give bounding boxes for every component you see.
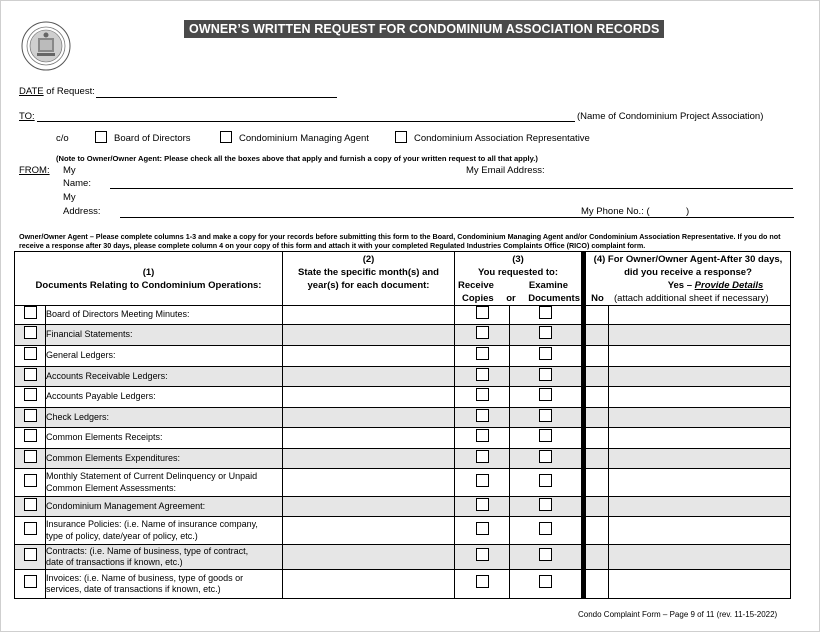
months-years-cell[interactable] [283,570,455,599]
col3-receive-label: Receive [458,280,494,291]
managing-agent-checkbox[interactable] [220,131,232,143]
receive-copies-checkbox[interactable] [476,575,489,588]
examine-documents-checkbox[interactable] [539,347,552,360]
examine-documents-checkbox[interactable] [539,388,552,401]
row-select-checkbox[interactable] [24,474,37,487]
col4-no-label: No [591,293,604,304]
examine-documents-checkbox[interactable] [539,498,552,511]
months-years-cell[interactable] [283,428,455,449]
board-of-directors-checkbox[interactable] [95,131,107,143]
no-response-cell[interactable] [586,408,609,428]
examine-documents-checkbox[interactable] [539,326,552,339]
date-field[interactable] [96,97,337,98]
table-row [15,387,791,408]
receive-copies-checkbox[interactable] [476,388,489,401]
months-years-cell[interactable] [283,325,455,346]
no-response-cell[interactable] [586,449,609,469]
col3-header: (3) You requested to: Receive Examine Copies or Documents [455,252,582,306]
email-label: My Email Address: [466,165,545,176]
yes-details-cell[interactable] [609,408,791,428]
association-rep-option: Condominium Association Representative [414,133,590,144]
no-response-cell[interactable] [586,367,609,387]
examine-documents-checkbox[interactable] [539,409,552,422]
months-years-cell[interactable] [283,545,455,570]
table-row [15,517,791,545]
row-select-checkbox[interactable] [24,429,37,442]
row-label: Condominium Management Agreement: [46,497,283,517]
yes-details-cell[interactable] [609,449,791,469]
row-select-checkbox[interactable] [24,498,37,511]
to-note: (Name of Condominium Project Association) [577,111,764,122]
table-row [15,497,791,517]
address-field[interactable] [120,217,794,218]
row-label: Board of Directors Meeting Minutes: [46,306,283,325]
col3-examine-label: Examine [528,280,568,291]
records-table [14,251,791,599]
table-row [15,469,791,497]
yes-details-cell[interactable] [609,517,791,545]
months-years-cell[interactable] [283,306,455,325]
row-select-checkbox[interactable] [24,522,37,535]
table-row [15,346,791,367]
examine-documents-checkbox[interactable] [539,450,552,463]
row-label: Accounts Payable Ledgers: [46,387,283,408]
examine-documents-checkbox[interactable] [539,522,552,535]
months-years-cell[interactable] [283,449,455,469]
table-row [15,428,791,449]
examine-documents-checkbox[interactable] [539,306,552,319]
months-years-cell[interactable] [283,346,455,367]
receive-copies-checkbox[interactable] [476,368,489,381]
phone-close: ) [686,206,690,217]
examine-documents-checkbox[interactable] [539,548,552,561]
row-label: General Ledgers: [46,346,283,367]
receive-copies-checkbox[interactable] [476,409,489,422]
co-label: c/o [56,133,69,144]
row-label: Common Elements Expenditures: [46,449,283,469]
to-field[interactable] [37,121,575,122]
yes-details-cell[interactable] [609,570,791,599]
months-years-cell[interactable] [283,517,455,545]
checkbox-note: (Note to Owner/Owner Agent: Please check all the boxes above that apply and furnish a copy of your written request to all that apply.) [56,154,538,163]
row-select-checkbox[interactable] [24,548,37,561]
no-response-cell[interactable] [586,428,609,449]
row-select-checkbox[interactable] [24,368,37,381]
yes-details-cell[interactable] [609,469,791,497]
yes-details-cell[interactable] [609,497,791,517]
row-label: Accounts Receivable Ledgers: [46,367,283,387]
no-response-cell[interactable] [586,387,609,408]
yes-details-cell[interactable] [609,367,791,387]
table-row [15,545,791,570]
row-label: Insurance Policies: (i.e. Name of insurance company, type of policy, date/year of policy, etc.) [46,517,283,545]
months-years-cell[interactable] [283,387,455,408]
col1-header: (1) Documents Relating to Condominium Operations: [15,252,283,306]
row-select-checkbox[interactable] [24,306,37,319]
months-years-cell[interactable] [283,497,455,517]
state-seal-icon [21,21,71,71]
yes-details-cell[interactable] [609,387,791,408]
examine-documents-checkbox[interactable] [539,368,552,381]
table-header-row [15,252,791,306]
phone-label: My Phone No.: ( [581,206,650,217]
from-label: FROM: [19,165,50,176]
yes-details-cell[interactable] [609,306,791,325]
examine-documents-checkbox[interactable] [539,429,552,442]
yes-details-cell[interactable] [609,325,791,346]
row-label: Check Ledgers: [46,408,283,428]
instructions-line-2: receive a response after 30 days, please complete column 4 on your copy of this form and attach it with your completed Regulated Industries Complaints Office (RICO) complaint form. [19,241,646,250]
row-select-checkbox[interactable] [24,450,37,463]
receive-copies-checkbox[interactable] [476,347,489,360]
row-select-checkbox[interactable] [24,409,37,422]
no-response-cell[interactable] [586,346,609,367]
table-row [15,306,791,325]
table-row [15,570,791,599]
no-response-cell[interactable] [586,469,609,497]
receive-copies-checkbox[interactable] [476,429,489,442]
date-label: DATE of Request: [19,86,95,97]
no-response-cell[interactable] [586,545,609,570]
no-response-cell[interactable] [586,325,609,346]
instructions-line-1: Owner/Owner Agent – Please complete columns 1-3 and make a copy for your records before submitting this form to the Board, Condominium Managing Agent and/or Condominium Association Representative. If you do not [19,232,781,241]
receive-copies-checkbox[interactable] [476,522,489,535]
association-rep-checkbox[interactable] [395,131,407,143]
managing-agent-option: Condominium Managing Agent [239,133,369,144]
table-row [15,325,791,346]
table-row [15,367,791,387]
months-years-cell[interactable] [283,408,455,428]
name-email-field[interactable] [110,188,793,189]
row-label: Contracts: (i.e. Name of business, type of contract, date of transactions if known, etc.) [46,545,283,570]
row-label: Common Elements Receipts: [46,428,283,449]
table-row [15,449,791,469]
to-label: TO: [19,111,35,122]
row-select-checkbox[interactable] [24,388,37,401]
yes-details-cell[interactable] [609,545,791,570]
my-name-label-1: My [63,165,76,176]
form-title: OWNER’S WRITTEN REQUEST FOR CONDOMINIUM ASSOCIATION RECORDS [184,20,664,38]
no-response-cell[interactable] [586,570,609,599]
examine-documents-checkbox[interactable] [539,575,552,588]
board-of-directors-option: Board of Directors [114,133,191,144]
my-address-label-2: Address: [63,206,101,217]
page-footer: Condo Complaint Form – Page 9 of 11 (rev. 11-15-2022) [578,610,778,619]
col4-header: (4) For Owner/Owner Agent-After 30 days, did you receive a response? Yes – Provide Details No (attach additional sheet if necessary) [586,252,791,306]
row-select-checkbox[interactable] [24,347,37,360]
receive-copies-checkbox[interactable] [476,498,489,511]
table-row [15,408,791,428]
row-label: Financial Statements: [46,325,283,346]
no-response-cell[interactable] [586,517,609,545]
receive-copies-checkbox[interactable] [476,450,489,463]
no-response-cell[interactable] [586,497,609,517]
row-select-checkbox[interactable] [24,326,37,339]
my-address-label-1: My [63,192,76,203]
months-years-cell[interactable] [283,469,455,497]
receive-copies-checkbox[interactable] [476,326,489,339]
row-label: Monthly Statement of Current Delinquency or Unpaid Common Element Assessments: [46,469,283,497]
months-years-cell[interactable] [283,367,455,387]
row-select-checkbox[interactable] [24,575,37,588]
col2-header: (2) State the specific month(s) and year(s) for each document: [283,252,455,306]
receive-copies-checkbox[interactable] [476,306,489,319]
no-response-cell[interactable] [586,306,609,325]
row-label: Invoices: (i.e. Name of business, type of goods or services, date of transactions if known, etc.) [46,570,283,599]
receive-copies-checkbox[interactable] [476,548,489,561]
examine-documents-checkbox[interactable] [539,474,552,487]
my-name-label-2: Name: [63,178,91,189]
yes-details-cell[interactable] [609,428,791,449]
receive-copies-checkbox[interactable] [476,474,489,487]
yes-details-cell[interactable] [609,346,791,367]
